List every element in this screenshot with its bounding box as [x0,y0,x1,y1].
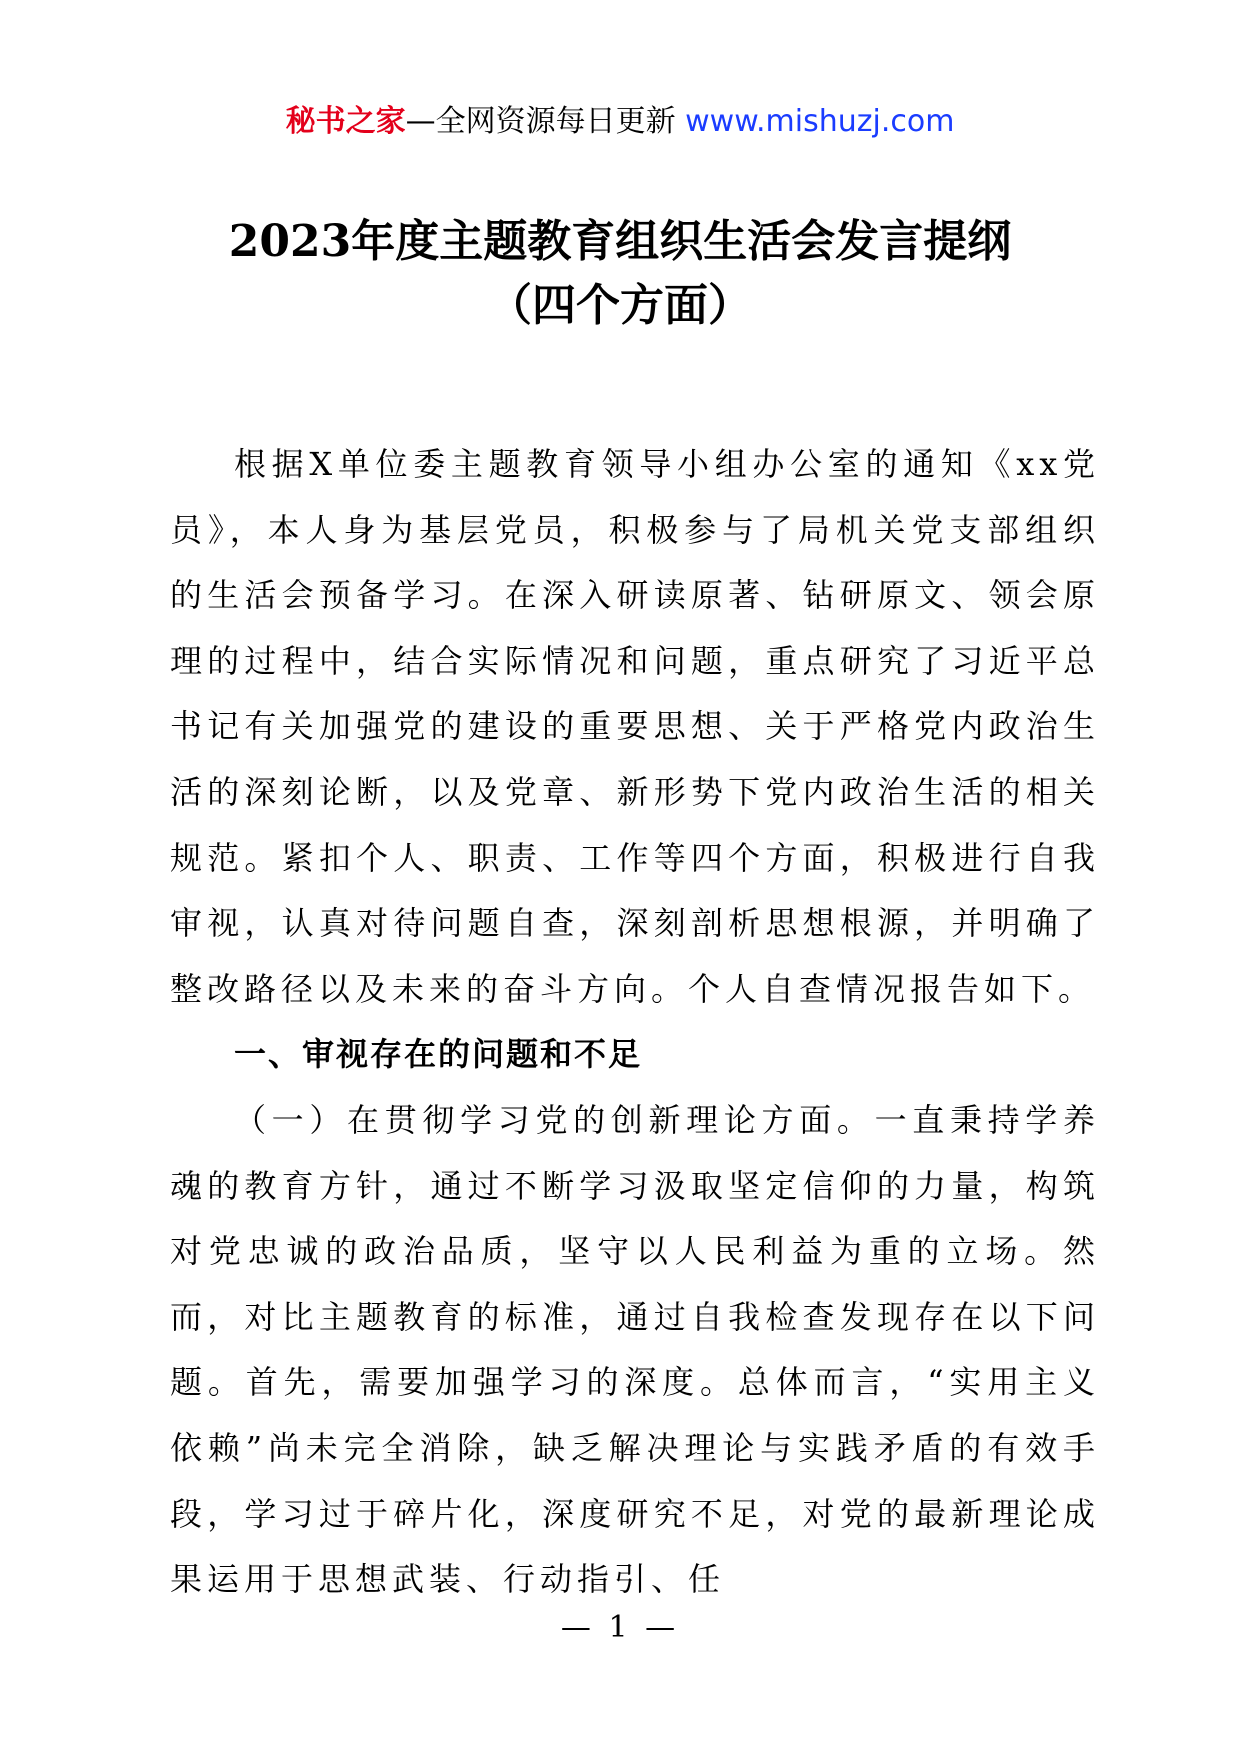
page-number: — 1 — [560,1610,680,1645]
title-line-2: （四个方面） [488,280,752,331]
title-line-1: 2023年度主题教育组织生活会发言提纲 [228,216,1012,267]
intro-paragraph: 根据X单位委主题教育领导小组办公室的通知《xx党员》，本人身为基层党员，积极参与了局机关党支部组织的生活会预备学习。在深入研读原著、钻研原文、领会原理的过程中，结合实际情况和问题，重点研究了习近平总书记有关加强党的建设的重要思想、关于严格党内政治生活的深刻论断，以及党章、新形势下党内政治生活的相关规范。紧扣个人、职责、工作等四个方面，积极进行自我审视，认真对待问题自查，深刻剖析思想根源，并明确了整改路径以及未来的奋斗方向。个人自查情况报告如下。 [170,445,1100,1008]
document-body [170,432,1100,1613]
site-url[interactable]: www.mishuzj.com [685,104,955,139]
section-heading: 一、审视存在的问题和不足 [234,1035,643,1074]
document-title [0,210,1240,338]
brand-name: 秘书之家 [285,104,406,139]
site-header [0,100,1240,144]
header-slogan: —全网资源每日更新 [405,104,686,139]
subsection-paragraph: （一）在贯彻学习党的创新理论方面。一直秉持学养魂的教育方针，通过不断学习汲取坚定信仰的力量，构筑对党忠诚的政治品质，坚守以人民利益为重的立场。然而，对比主题教育的标准，通过自我检查发现存在以下问题。首先，需要加强学习的深度。总体而言，“实用主义依赖”尚未完全消除，缺乏解决理论与实践矛盾的有效手段，学习过于碎片化，深度研究不足，对党的最新理论成果运用于思想武装、行动指引、任 [170,1100,1100,1599]
